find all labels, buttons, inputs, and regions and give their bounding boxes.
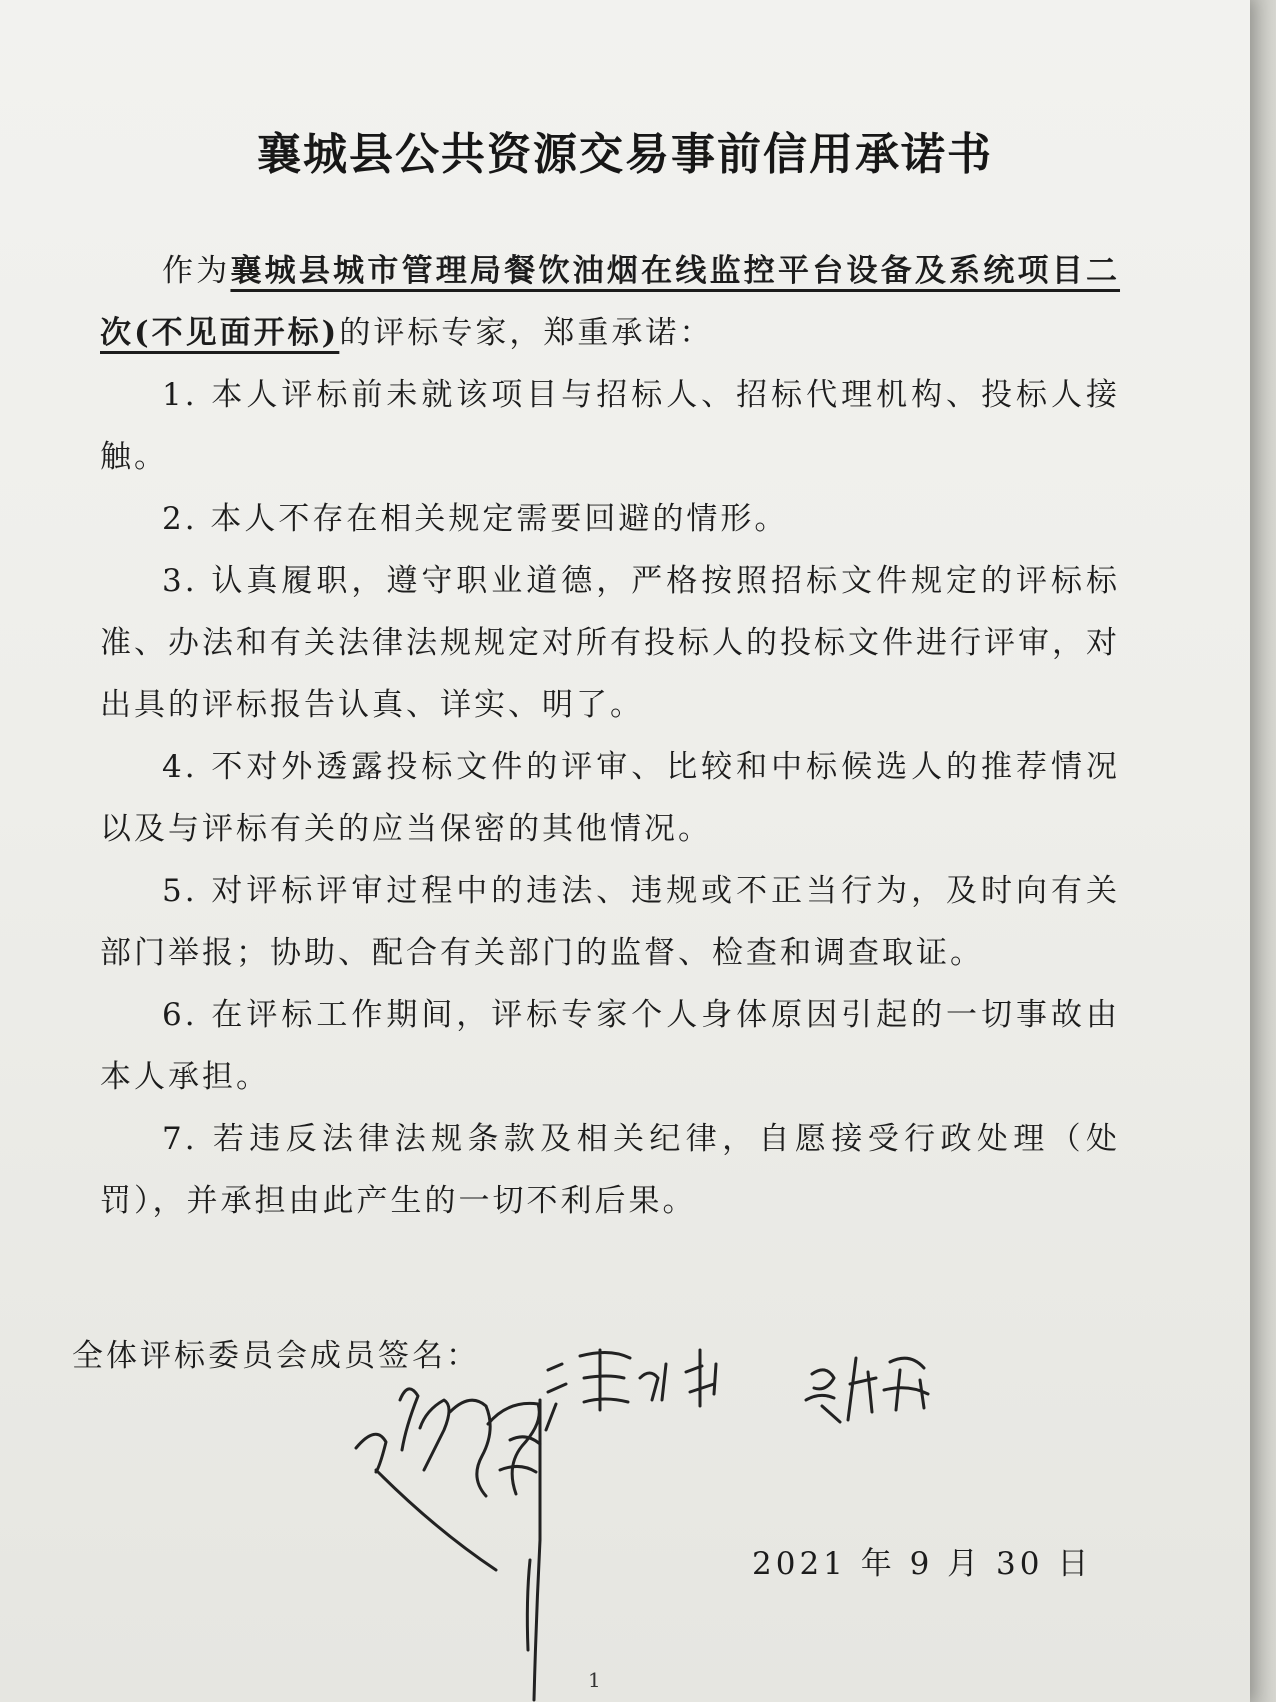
commitment-item-6: 6. 在评标工作期间，评标专家个人身体原因引起的一切事故由本人承担。 [100,997,1120,1095]
intro-suffix: 的评标专家，郑重承诺： [339,315,714,351]
signature-3 [356,1389,540,1700]
commitment-item-4: 4. 不对外透露投标文件的评审、比较和中标候选人的推荐情况以及与评标有关的应当保密的其他情况。 [100,749,1120,847]
commitment-item-7: 7. 若违反法律法规条款及相关纪律，自愿接受行政处理（处罚），并承担由此产生的一切不利后果。 [100,1121,1120,1219]
commitment-item-3: 3. 认真履职，遵守职业道德，严格按照招标文件规定的评标标准、办法和有关法律法规规定对所有投标人的投标文件进行评审，对出具的评标报告认真、详实、明了。 [100,563,1120,723]
commitment-item-2: 2. 本人不存在相关规定需要回避的情形。 [162,501,789,537]
signature-2 [806,1358,928,1422]
commitment-item-5: 5. 对评标评审过程中的违法、违规或不正当行为，及时向有关部门举报；协助、配合有关部门的监督、检查和调查取证。 [100,873,1120,971]
paper-stack-edge [1250,0,1276,1702]
document-title: 襄城县公共资源交易事前信用承诺书 [257,129,993,180]
signature-1 [546,1350,716,1430]
project-name: 襄城县城市管理局餐饮油烟在线监控平台设备及系统项目二次(不见面开标) [100,253,1121,351]
signature-label: 全体评标委员会成员签名： [72,1338,480,1374]
document-date: 2021 年 9 月 30 日 [752,1546,1093,1582]
intro-prefix: 作为 [162,253,231,289]
page-number: 1 [588,1668,601,1692]
commitment-item-1: 1. 本人评标前未就该项目与招标人、招标代理机构、投标人接触。 [100,377,1120,475]
